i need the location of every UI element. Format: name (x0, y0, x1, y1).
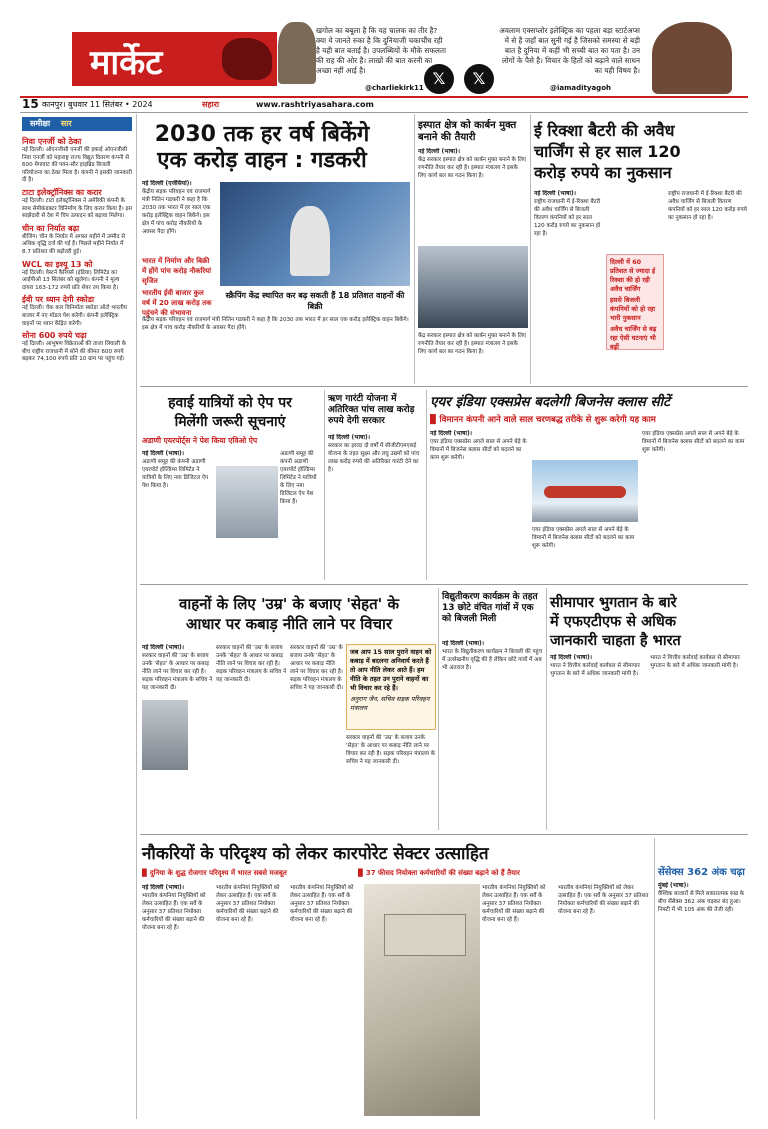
folio-line (20, 96, 748, 113)
story3-body-cont (668, 190, 748, 384)
story3-highlight-box (606, 254, 664, 350)
story8-byline: नई दिल्ली (भाषा)। (442, 640, 485, 647)
story2-byline: नई दिल्ली (भाषा)। (418, 148, 461, 155)
edition-date: कानपुर। बुधवार 11 सितंबर • 2024 (42, 100, 153, 109)
story7-body-col3 (290, 644, 344, 830)
story1-text: केंद्रीय सड़क परिवहन एवं राजमार्ग मंत्री नितिन गडकरी ने कहा है कि 2030 तक भारत में हर साल एक करोड़ इलेक्ट्रिक वाहन बिकेंगे। इस क्षेत्र में पांच करोड़ नौकरियों के अवसर पैदा होंगे। (142, 189, 211, 235)
story4-body (142, 450, 214, 580)
story3-headline-line1: ई रिक्शा बैटरी की अवैध (534, 121, 675, 140)
story4-headline-line1: हवाई यात्रियों को ऐप पर (168, 395, 292, 411)
sidebar-item-head: निवा एनर्जी को ठेका (22, 137, 82, 146)
story10-body-col2 (216, 884, 288, 1118)
story7-text-col2: सरकार वाहनों की 'उम्र' के बजाय उनके 'सेहत' के आधार पर कबाड़ नीति लाने पर विचार कर रही है। सड़क परिवहन मंत्रालय के सचिव ने यह जानकारी दी। (216, 645, 287, 683)
story7-pullquote-text: जब आप 15 साल पुराने वाहन को कबाड़ में बदलना अनिवार्य करते हैं तो आप नीति लेकर आते हैं। हम नीति के तहत उन पुराने वाहनों का भी विचार कर रहे हैं। (350, 648, 432, 692)
section-rule (140, 386, 748, 387)
story9-body (550, 654, 646, 830)
story9-text-cont: भारत ने वित्तीय कार्रवाई कार्यबल से सीमापार भुगतान के बारे में अधिक जानकारी मांगी है। (650, 655, 740, 669)
story8-text: भारत के विद्युतीकरण कार्यक्रम ने बिजली की पहुंच में उल्लेखनीय वृद्धि की है लेकिन छोटे गांवों में अब भी अंतराल है। (442, 649, 543, 671)
speaker-figure (290, 206, 330, 276)
quote-left: खगोल का बबूला है कि यह चालक का तीर है? क्या ये जानते रुका है कि दुनियाजी चकाचौंध रही है यही बात बताई है। उपलब्धियों के मौके सफलता की राह की ओर है। लाखों की बात करनी का अच्छा नहीं आई है। (316, 26, 446, 75)
story3-box-item: अवैध चार्जिंग से बढ़ रहा ऐसी घटनाएं भी बढ़ीं (610, 325, 657, 351)
story3-headline-line2: चार्जिंग से हर साल 120 (534, 142, 681, 161)
handle-right: @iamadityagoh (550, 84, 611, 92)
story1-bullet2: भारतीय ईवी बाजार कुल वर्ष में 20 लाख करोड़ तक पहुंचने की संभावना (142, 289, 212, 317)
story10-kicker1: ▉ दुनिया के शुद्ध रोजगार परिदृश्य में भारत सबसे मजबूत (142, 869, 287, 877)
column-rule (324, 390, 325, 580)
story6-kicker: ▉ विमानन कंपनी आने वाले साल चरणबद्ध तरीके से शुरू करेगी यह काम (430, 414, 748, 427)
story10-text: भारतीय कंपनियां नियुक्तियों को लेकर उत्साहित हैं। एक सर्वे के अनुसार 37 प्रतिशत नियोक्ता कर्मचारियों की संख्या बढ़ाने की योजना बना रहे हैं। (142, 893, 206, 931)
story8-body (442, 640, 544, 830)
sidebar-item-body: नई दिल्ली। आभूषण विक्रेताओं की ताजा लिवाली के बीच राष्ट्रीय राजधानी में सोने की कीमत 600 रुपये बढ़कर 74,100 रुपये प्रति 10 ग्राम पर पहुंच गई। (22, 341, 127, 363)
bull-icon (222, 38, 272, 80)
sidebar-item-body: नई दिल्ली। चेक कार विनिर्माता स्कोडा ऑटो भारतीय बाजार में नए मॉडल पेश करेगी। कंपनी इलेक्ट्रिक वाहनों पर ध्यान केंद्रित करेगी। (22, 305, 127, 327)
story3-box-item: दिल्ली में 60 प्रतिशत से ज्यादा ई रिक्शा की हो रही अवैध चार्जिंग (610, 258, 656, 293)
story7-headline (142, 594, 436, 634)
page-number: 15 (22, 97, 39, 111)
sidebar-item (22, 295, 132, 328)
story10-body-col4 (482, 884, 556, 1118)
story7-pullquote-by: अनुराग जैन, सचिव सड़क परिवहन मंत्रालय (350, 695, 430, 712)
employment-newspaper-photo (364, 884, 480, 1116)
story7-body-col2 (216, 644, 288, 830)
story3-text-cont: राष्ट्रीय राजधानी में ई-रिक्शा बैटरी की अवैध चार्जिंग से बिजली वितरण कंपनियों को हर साल 120 करोड़ रुपये का नुकसान हो रहा है। (668, 191, 747, 221)
sidebar-item-head: टाटा इलेक्ट्रॉनिक्स का करार (22, 187, 102, 197)
story6-text-mid: एयर इंडिया एक्सप्रेस अगले साल से अपने बेड़े के विमानों में बिजनेस क्लास सीटों को बदलने का काम शुरू करेगी। (532, 527, 635, 549)
traffic-photo (142, 700, 188, 770)
story7-headline-line1: वाहनों के लिए 'उम्र' के बजाए 'सेहत' के (179, 595, 399, 613)
story1-bullet1: भारत में निर्माण और बिक्री में होंगे पांच करोड़ नौकरियां सृजित (142, 257, 212, 285)
story9-text: भारत ने वित्तीय कार्रवाई कार्यबल से सीमापार भुगतान के बारे में अधिक जानकारी मांगी है। (550, 663, 640, 677)
story4-text: अडाणी समूह की कंपनी अडाणी एयरपोर्ट होल्डिंग्स लिमिटेड ने यात्रियों के लिए नया डिजिटल ऐप पेश किया है। (142, 459, 209, 489)
section-rule (140, 834, 748, 835)
story11-headline: सेंसेक्स 362 अंक चढ़ा (658, 867, 745, 878)
story6-headline: एयर इंडिया एक्सप्रेस बदलेगी बिजनेस क्लास सीटें (430, 394, 670, 410)
story9-byline: नई दिल्ली (भाषा)। (550, 654, 593, 661)
story2-text-cont: केंद्र सरकार इस्पात क्षेत्र को कार्बन मुक्त बनाने के लिए रणनीति तैयार कर रही है। इस्पात मंत्रालय ने इसके लिए कार्य बल का गठन किया है। (418, 333, 526, 355)
sidebar-item-body: नई दिल्ली। टाटा इलेक्ट्रॉनिक्स ने अमेरिकी कंपनी के साथ सेमीकंडक्टर विनिर्माण के लिए करार किया है। इस साझेदारी से देश में चिप उत्पादन को बढ़ावा मिलेगा। (22, 197, 132, 220)
x-logo-icon: 𝕏 (424, 64, 454, 94)
paper-figure (384, 914, 466, 956)
story10-text-col5: भारतीय कंपनियां नियुक्तियों को लेकर उत्साहित हैं। एक सर्वे के अनुसार 37 प्रतिशत नियोक्ता कर्मचारियों की संख्या बढ़ाने की योजना बना रहे हैं। (558, 885, 649, 915)
section-title: मार्केट (90, 43, 163, 83)
story6-body-mid (532, 526, 638, 580)
story6-kicker-text: विमानन कंपनी आने वाले साल चरणबद्ध तरीके से शुरू करेगी यह काम (439, 415, 656, 425)
story1-headline-line2: एक करोड़ वाहन : गडकरी (157, 148, 367, 173)
sidebar-tab-label: समीक्षा (30, 119, 51, 128)
story11-text: वैश्विक बाजारों से मिले सकारात्मक रुख के बीच सेंसेक्स 362 अंक चढ़कर बंद हुआ। निफ्टी में भी 105 अंक की तेजी रही। (658, 891, 745, 913)
story3-text: राष्ट्रीय राजधानी में ई-रिक्शा बैटरी की अवैध चार्जिंग से बिजली वितरण कंपनियों को हर साल 120 करोड़ रुपये का नुकसान हो रहा है। (534, 199, 601, 237)
story5-body (328, 434, 424, 580)
column-rule (546, 588, 547, 830)
story1-text-cont: केंद्रीय सड़क परिवहन एवं राजमार्ग मंत्री नितिन गडकरी ने कहा है कि 2030 तक भारत में हर साल एक करोड़ इलेक्ट्रिक वाहन बिकेंगे। इस क्षेत्र में पांच करोड़ नौकरियों के अवसर पैदा होंगे। (142, 317, 409, 331)
story7-byline: नई दिल्ली (भाषा)। (142, 644, 185, 651)
story1-caption: स्क्रैपिंग केंद्र स्थापित कर बढ़ सकती हैं 18 प्रतिशत वाहनों की बिक्री (225, 291, 405, 311)
section-rule (140, 584, 748, 585)
story4-headline-line2: मिलेंगी जरूरी सूचनाएं (174, 414, 286, 430)
story2-text: केंद्र सरकार इस्पात क्षेत्र को कार्बन मुक्त बनाने के लिए रणनीति तैयार कर रही है। इस्पात मंत्रालय ने इसके लिए कार्य बल का गठन किया है। (418, 157, 526, 179)
story6-byline: नई दिल्ली (भाषा)। (430, 430, 473, 437)
story7-text: सरकार वाहनों की 'उम्र' के बजाय उनके 'सेहत' के आधार पर कबाड़ नीति लाने पर विचार कर रही है। सड़क परिवहन मंत्रालय के सचिव ने यह जानकारी दी। (142, 653, 213, 691)
story4-text-cont: अडाणी समूह की कंपनी अडाणी एयरपोर्ट होल्डिंग्स लिमिटेड ने यात्रियों के लिए नया डिजिटल ऐप पेश किया है। (280, 451, 317, 505)
handle-left: @charliekirk11 (365, 84, 424, 92)
story3-headline-line3: करोड़ रुपये का नुकसान (534, 163, 672, 182)
masthead (20, 22, 748, 94)
story11-byline: मुंबई (भाषा)। (658, 882, 689, 889)
column-rule (414, 114, 415, 384)
story10-kicker1-text: दुनिया के शुद्ध रोजगार परिदृश्य में भारत सबसे मजबूत (149, 869, 287, 877)
story5-byline: नई दिल्ली (भाषा)। (328, 434, 371, 441)
story10-body-col5 (558, 884, 652, 1118)
story4-byline: नई दिल्ली (भाषा)। (142, 450, 185, 457)
story2-body-cont (418, 332, 526, 384)
story2-body (418, 148, 526, 240)
story4-kicker: अडाणी एयरपोर्ट्स ने पेश किया एविओ ऐप (142, 436, 258, 445)
column-rule (438, 588, 439, 830)
story9-headline (550, 594, 748, 651)
story3-box-item: इससे बिजली कंपनियों को हो रहा भारी नुकसान (610, 296, 656, 322)
aircraft-photo (532, 460, 638, 522)
story3-headline (534, 120, 750, 183)
sidebar-item-head: ईवी पर ध्यान देगी स्कोडा (22, 295, 95, 305)
story3-byline: नई दिल्ली (भाषा)। (534, 190, 577, 197)
story6-body-cont (642, 430, 748, 580)
story6-body (430, 430, 530, 580)
story10-headline: नौकरियों के परिदृश्य को लेकर कारपोरेट सेक्टर उत्साहित (142, 844, 489, 864)
story4-headline (142, 394, 318, 432)
story10-kicker2-text: 37 फीसद नियोक्ता कर्मचारियों की संख्या बढ़ाने को हैं तैयार (365, 869, 520, 877)
story7-text-col3: सरकार वाहनों की 'उम्र' के बजाय उनके 'सेहत' के आधार पर कबाड़ नीति लाने पर विचार कर रही है। सड़क परिवहन मंत्रालय के सचिव ने यह जानकारी दी। (290, 645, 344, 691)
sidebar-tab-sub: सार (60, 119, 72, 128)
story9-headline-line3: जानकारी चाहता है भारत (550, 633, 681, 649)
column-rule (654, 838, 655, 1119)
story10-text-col4: भारतीय कंपनियां नियुक्तियों को लेकर उत्साहित हैं। एक सर्वे के अनुसार 37 प्रतिशत नियोक्ता कर्मचारियों की संख्या बढ़ाने की योजना बना रहे हैं। (482, 885, 546, 923)
story5-text: सरकार का इरादा दो वर्षों में सीजीटीएमएसई योजना के तहत सूक्ष्म और लघु उद्यमों को पांच लाख करोड़ रुपये की अतिरिक्त गारंटी देने का है। (328, 443, 420, 473)
story9-headline-line2: में एफएटीएफ से अधिक (550, 614, 676, 630)
sidebar-item-head: चीन का निर्यात बढ़ा (22, 223, 80, 233)
x-logo-icon: 𝕏 (464, 64, 494, 94)
sidebar-item-head: WCL का इश्यू 13 को (22, 259, 93, 269)
story8-headline: विद्युतीकरण कार्यक्रम के तहत 13 छोटे वंचित गांवों में एक को बिजली मिली (442, 592, 538, 624)
gadkari-photo (220, 182, 410, 286)
story1-headline (112, 122, 412, 174)
aircraft-fuselage (544, 486, 626, 498)
story7-headline-line2: आधार पर कबाड़ नीति लाने पर विचार (185, 615, 392, 633)
sidebar-item (22, 260, 132, 293)
quote-right: अवलाम एक्सप्लोर इलेक्ट्रिक का पहला बड़ा स्टार्टअप्स में से है जहाँ बात सुनी गई है जिसको समस्या से बड़ी बात है दुनिया में कहीं भी सच्ची बात का पता है। उन लोगों के पैसे है। विचार के हितों को बढ़ाने वाले साधन का यही विषय है। (499, 26, 640, 75)
story7-pullquote (346, 644, 436, 730)
story7-text-col4: सरकार वाहनों की 'उम्र' के बजाय उनके 'सेहत' के आधार पर कबाड़ नीति लाने पर विचार कर रही है। सड़क परिवहन मंत्रालय के सचिव ने यह जानकारी दी। (346, 735, 436, 765)
story6-text-cont: एयर इंडिया एक्सप्रेस अगले साल से अपने बेड़े के विमानों में बिजनेस क्लास सीटों को बदलने का काम शुरू करेगी। (642, 431, 745, 453)
story9-body-cont (650, 654, 748, 830)
column-rule (530, 114, 531, 384)
story10-body (142, 884, 214, 1118)
column-rule (426, 390, 427, 580)
sidebar-item (22, 224, 132, 257)
story5-headline: ऋण गारंटी योजना में अतिरिक्त पांच लाख करोड़ रुपये देगी सरकार (328, 394, 415, 426)
story10-byline: नई दिल्ली (भाषा)। (142, 884, 185, 891)
story7-body-col4 (346, 734, 436, 830)
sidebar-column (22, 134, 132, 1119)
story1-continued (142, 316, 412, 396)
sidebar-item (22, 331, 132, 364)
sidebar-item (22, 188, 132, 221)
story6-text: एयर इंडिया एक्सप्रेस अगले साल से अपने बेड़े के विमानों में बिजनेस क्लास सीटों को बदलने का काम शुरू करेगी। (430, 439, 527, 461)
brand-logo: सहारा (202, 100, 220, 109)
story10-body-col3 (290, 884, 362, 1118)
story10-kicker2: ▉ 37 फीसद नियोक्ता कर्मचारियों की संख्या बढ़ाने को हैं तैयार (358, 869, 520, 877)
story1-byline: नई दिल्ली (एजेंसियां)। (142, 180, 192, 187)
sidebar-item-head: सोना 600 रुपये चढ़ा (22, 331, 87, 341)
story9-headline-line1: सीमापार भुगतान के बारे (550, 595, 677, 611)
website-url: www.rashtriyasahara.com (256, 100, 374, 109)
sidebar-item-body: नई दिल्ली। ओएनजीसी एनर्जी की इकाई ओएनजीसी निवा एनर्जी को महाराष्ट्र राज्य विद्युत वितरण कंपनी से 600 मेगावाट की पवन-सौर हाइब्रिड बिजली परियोजना का ठेका मिला है। कंपनी ने इसकी जानकारी दी है। (22, 147, 132, 184)
story4-body-cont (280, 450, 322, 580)
story11-body (658, 882, 748, 1118)
sidebar-item-body: बीजिंग। चीन के निर्यात में अगस्त महीने में उम्मीद से अधिक वृद्धि दर्ज की गई है। पिछले महीने निर्यात में 8.7 प्रतिशत की बढ़ोतरी हुई। (22, 233, 125, 255)
sidebar-item-body: नई दिल्ली। वेस्टर्न कैरियर्स (इंडिया) लिमिटेड का आईपीओ 13 सितंबर को खुलेगा। कंपनी ने मूल्य दायरा 163-172 रुपये प्रति शेयर तय किया है। (22, 269, 120, 291)
story1-headline-line1: 2030 तक हर वर्ष बिकेंगे (154, 122, 370, 147)
airport-photo (216, 466, 278, 538)
story10-text-col2: भारतीय कंपनियां नियुक्तियों को लेकर उत्साहित हैं। एक सर्वे के अनुसार 37 प्रतिशत नियोक्ता कर्मचारियों की संख्या बढ़ाने की योजना बना रहे हैं। (216, 885, 280, 923)
story10-text-col3: भारतीय कंपनियां नियुक्तियों को लेकर उत्साहित हैं। एक सर्वे के अनुसार 37 प्रतिशत नियोक्ता कर्मचारियों की संख्या बढ़ाने की योजना बना रहे हैं। (290, 885, 354, 923)
avatar (278, 22, 316, 84)
story3-body (534, 190, 604, 384)
steel-coils-photo (418, 246, 528, 328)
section-logo (72, 32, 277, 86)
avatar (652, 22, 732, 94)
column-rule (136, 114, 137, 1119)
story2-headline: इस्पात क्षेत्र को कार्बन मुक्त बनाने की तैयारी (418, 120, 517, 143)
